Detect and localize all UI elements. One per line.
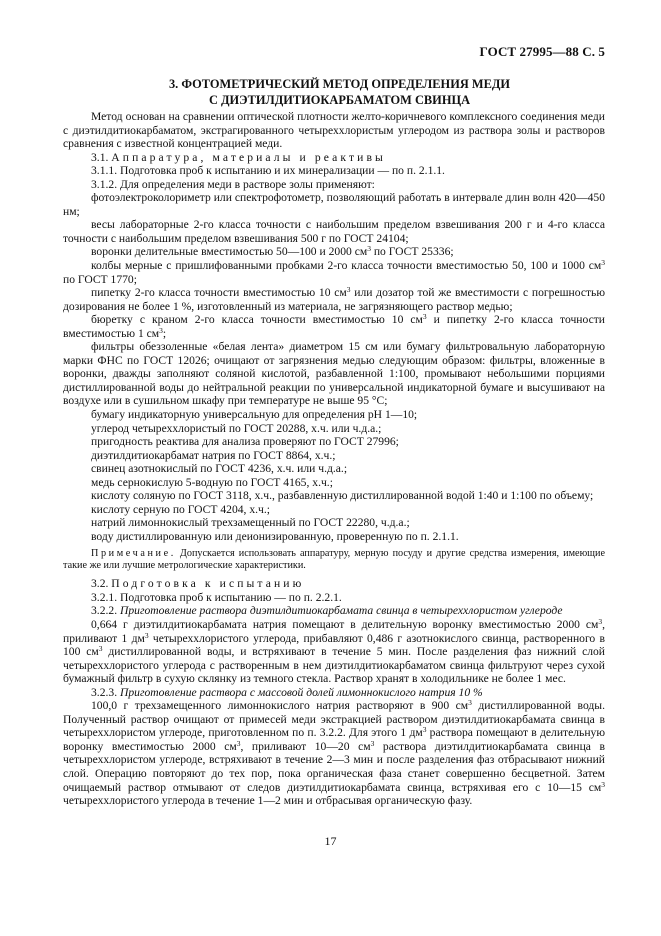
text-run: четыреххлористого углерода, прибавляют 0,486 г азотнокислого свинца, растворенного в 100 см: [63, 631, 605, 659]
superscript: 3: [236, 738, 241, 748]
list-item-h2so4: кислоту серную по ГОСТ 4204, х.ч.;: [91, 502, 270, 516]
note: [63, 548, 605, 573]
subsection-heading-text: Аппаратура, материалы и реактивы: [111, 150, 386, 164]
text-run: четыреххлористого углерода в течение 1—2 мин и отбрасывая органическую фазу.: [63, 794, 473, 808]
subsection-number: 3.1.: [91, 150, 109, 164]
list-item-citrate: натрий лимоннокислый трехзамещенный по ГОСТ 22280, ч.д.а.;: [91, 516, 410, 530]
list-item-suitability: пригодность реактива для анализа проверяют по ГОСТ 27996;: [91, 435, 399, 449]
list-item-funnels: [63, 245, 605, 259]
list-item-pipette: [63, 286, 605, 313]
paragraph-3-1-1: 3.1.1. Подготовка проб к испытанию и их минерализации — по п. 2.1.1.: [91, 164, 445, 178]
section-title-line-2: С ДИЭТИЛДИТИОКАРБАМАТОМ СВИНЦА: [208, 93, 471, 107]
list-item-photometer: фотоэлектроколориметр или спектрофотометр, позволяющий работать в интервале длин волн 420—450 нм;: [63, 191, 605, 218]
list-item-ccl4: углерод четыреххлористый по ГОСТ 20288, х.ч. или ч.д.а.;: [91, 421, 382, 435]
text-run: воронки делительные вместимостью 50—100 и 2000 см: [91, 245, 368, 259]
subsection-heading-text: Подготовка к испытанию: [111, 577, 305, 591]
clause-title: Приготовление раствора с массовой долей лимоннокислого натрия 10 %: [119, 685, 483, 699]
text-run: дистиллированной воды. Полученный раствор очищают от примесей меди экстракцией раствором диэтилдитиокарбамата свинца в четыреххлористом углероде, приготовленном по п. 3.2.2. Для этого 1 дм: [63, 699, 605, 740]
text-run: 100,0 г трехзамещенного лимоннокислого натрия растворяют в 900 см: [91, 699, 469, 713]
note-label: Примечание.: [91, 547, 176, 559]
clause-number: 3.2.2.: [91, 604, 120, 618]
subsection-number: 3.2.: [91, 577, 109, 591]
list-item-water: воду дистиллированную или деионизированную, проверенную по п. 2.1.1.: [91, 529, 459, 543]
paragraph-3-2-1: 3.2.1. Подготовка проб к испытанию — по п. 2.2.1.: [91, 590, 342, 604]
superscript: 3: [601, 779, 605, 789]
text-run: 0,664 г диэтилдитиокарбамата натрия помещают в делительную воронку вместимостью 2000 см: [91, 617, 599, 631]
clause-title: Приготовление раствора диэтилдитиокарбамата свинца в четыреххлористом углероде: [119, 604, 563, 618]
page-body: [63, 110, 605, 808]
list-item-dtc: диэтилдитиокарбамат натрия по ГОСТ 8864, х.ч.;: [91, 448, 336, 462]
running-header: ГОСТ 27995—88 С. 5: [479, 44, 605, 59]
intro-paragraph: Метод основан на сравнении оптической плотности желто-коричневого комплексного соединения меди с диэтилдитиокарбаматом, экстрагированного четыреххлористым углеродом из раствора золы и растворов сравнения с известной концентрацией меди.: [63, 110, 605, 151]
superscript: 3: [601, 258, 605, 268]
text-run: ;: [162, 326, 167, 340]
list-item-hcl: кислоту соляную по ГОСТ 3118, х.ч., разбавленную дистиллированной водой 1:40 и 1:100 по объему;: [91, 489, 594, 503]
note-text: Допускается использовать аппаратуру, мерную посуду и другие средства измерения, имеющие такие же или лучшие метрологические характеристики.: [63, 547, 605, 571]
superscript: 3: [598, 616, 603, 626]
list-item-lead-nitrate: свинец азотнокислый по ГОСТ 4236, х.ч. или ч.д.а.;: [91, 462, 348, 476]
superscript: 3: [422, 725, 427, 735]
page-number: 17: [324, 834, 337, 848]
text-run: и пипетку 2-го класса точности вместимостью 1 см: [63, 313, 605, 340]
list-item-scales: весы лабораторные 2-го класса точности с наибольшим пределом взвешивания 200 г и 4-го класса точности с наибольшим пределом взвешивания 500 г по ГОСТ 24104;: [63, 218, 605, 245]
subsection-heading-3-1: [63, 151, 605, 165]
list-item-filters: фильтры обеззоленные «белая лента» диаметром 15 см или бумагу фильтровальную лабораторную марки ФНС по ГОСТ 12026; очищают от загрязнения медью следующим образом: фильтры, вложенные в воронки, дважды заполняют соляной кислотой, разбавленной 1:100, промывают небольшими порциями дистиллированной воды до нейтральной реакции по универсальной индикаторной бумаге и высушивают на воздухе или в сушильном шкафу при температуре не выше 95 °С;: [63, 340, 605, 408]
superscript: 3: [422, 312, 427, 322]
text-run: дистиллированной воды, и встряхивают в течение 5 мин. После разделения фаз нижний слой четыреххлористого углерода с растворенным в нем диэтилдитиокарбаматом свинца фильтруют через сухой бумажный фильтр в сухую склянку из темного стекла. Раствор хранят в холодильнике не более 1 мес.: [63, 645, 605, 686]
text-run: или дозатор той же вместимости с погрешностью дозирования не более 1 %, изготовленный из материала, не загрязняющего раствор медью;: [63, 286, 605, 313]
text-run: , приливают 1 дм: [63, 617, 605, 645]
clause-number: 3.2.3.: [91, 685, 120, 699]
text-run: колбы мерные с пришлифованными пробками 2-го класса точности вместимостью 50, 100 и 1000 см: [91, 259, 602, 273]
text-run: пипетку 2-го класса точности вместимостью 10 см: [91, 286, 347, 300]
text-run: раствора диэтилдитиокарбамата свинца в четыреххлористом углероде, встряхивают в течение 2—3 мин и после разделения фаз отбрасывают нижний слой. Операцию повторяют до тех пор, пока органическая фаза станет совершенно бесцветной. Затем очищаемый раствор отмывают от следов диэтилдитиокарбамата свинца, встряхивая его с 10—15 см: [63, 739, 605, 794]
superscript: 3: [367, 244, 371, 254]
list-item-flasks: [63, 259, 605, 286]
text-run: , приливают 10—20 см: [240, 739, 371, 753]
text-run: раствора помещают в делительную воронку вместимостью 2000 см: [63, 726, 605, 753]
text-run: по ГОСТ 1770;: [63, 272, 137, 286]
paragraph-3-2-3-body: [63, 699, 605, 807]
paragraph-3-2-3-heading: [63, 686, 605, 700]
list-item-ph-paper: бумагу индикаторную универсальную для определения pH 1—10;: [91, 408, 418, 422]
subsection-heading-3-2: [63, 577, 605, 591]
superscript: 3: [346, 285, 351, 295]
text-run: по ГОСТ 25336;: [370, 245, 454, 259]
list-item-copper-sulfate: медь сернокислую 5-водную по ГОСТ 4165, х.ч.;: [91, 475, 333, 489]
superscript: 3: [144, 630, 149, 640]
paragraph-3-2-2-body: [63, 618, 605, 686]
paragraph-3-1-2: 3.1.2. Для определения меди в растворе золы применяют:: [91, 177, 375, 191]
superscript: 3: [370, 738, 375, 748]
text-run: бюретку с краном 2-го класса точности вместимостью 10 см: [91, 313, 423, 327]
superscript: 3: [159, 325, 163, 335]
section-title-line-1: 3. ФОТОМЕТРИЧЕСКИЙ МЕТОД ОПРЕДЕЛЕНИЯ МЕДИ: [168, 77, 511, 91]
paragraph-3-2-2-heading: [63, 604, 605, 618]
superscript: 3: [98, 644, 103, 654]
superscript: 3: [468, 698, 472, 708]
section-title: [0, 76, 661, 108]
list-item-burette: [63, 313, 605, 340]
